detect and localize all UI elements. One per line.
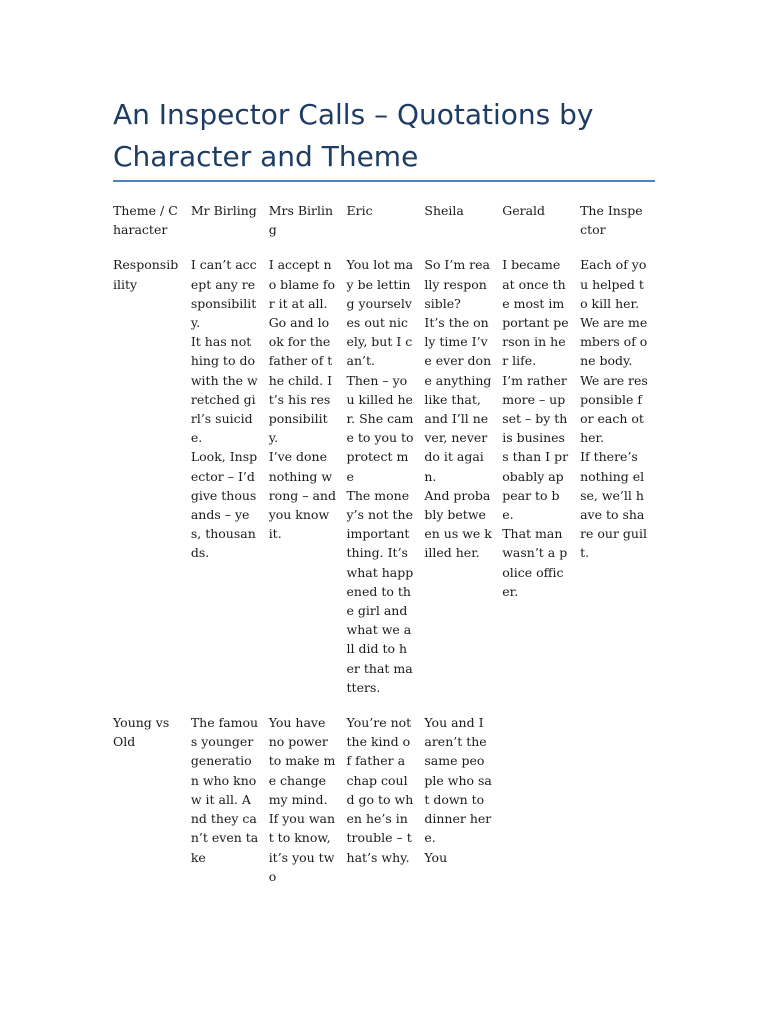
quote-cell bbox=[264, 709, 342, 898]
table-row bbox=[108, 251, 653, 709]
quote-text: You’re not the kind of father a chap could go to when he’s in trouble – that’s why. bbox=[346, 715, 414, 865]
quote-text: If you want to know, it’s you two bbox=[268, 811, 336, 884]
quote-text: Then – you killed her. She came to you to protect me bbox=[346, 372, 414, 484]
quote-text: That man wasn’t a police officer. bbox=[502, 526, 568, 599]
quote-text: It has nothing to do with the wretched girl’s suicide. bbox=[190, 334, 258, 446]
quote-text: It’s the only time I’ve ever done anything like that, and I’ll never, never do it again. bbox=[424, 315, 492, 484]
quote-text: Go and look for the father of the child. It’s his responsibility. bbox=[268, 315, 333, 446]
document-title: An Inspector Calls – Quotations by Character and Theme bbox=[113, 98, 594, 173]
table-header-row bbox=[108, 197, 653, 251]
quotations-table bbox=[108, 197, 653, 898]
quote-text: I’m rather more – upset – by this business than I probably appear to be. bbox=[502, 372, 569, 523]
header-mrs-birling: Mrs Birling bbox=[268, 203, 334, 238]
quote-text: We are members of one body. We are responsible for each other. bbox=[580, 315, 648, 446]
quote-text: I accept no blame for it at all. bbox=[268, 257, 336, 311]
quote-text: You have no power to make me change my mind. bbox=[268, 715, 336, 807]
quote-cell bbox=[264, 251, 342, 709]
quote-text: I can’t accept any responsibility. bbox=[190, 257, 257, 331]
quote-cell bbox=[497, 709, 575, 898]
quote-cell bbox=[419, 709, 497, 898]
quote-text: I became at once the most important person in her life. bbox=[502, 257, 569, 369]
quote-text: You lot may be letting yourselves out nicely, but I can’t. bbox=[346, 257, 414, 369]
theme-cell: Young vs Old bbox=[113, 715, 170, 750]
quote-text: So I’m really responsible? bbox=[424, 257, 490, 311]
header-the-inspector: The Inspector bbox=[580, 203, 643, 238]
quote-text: I’ve done nothing wrong – and you know it. bbox=[268, 449, 336, 542]
quote-cell bbox=[419, 251, 497, 709]
header-eric: Eric bbox=[346, 203, 373, 218]
quote-text: If there’s nothing else, we’ll have to share our guilt. bbox=[580, 449, 647, 561]
quote-cell bbox=[186, 251, 264, 709]
quote-text: You and I aren’t the same people who sat down to dinner here. bbox=[424, 715, 492, 846]
title-underline bbox=[113, 180, 655, 182]
header-theme-character: Theme / Character bbox=[113, 203, 178, 238]
quote-cell bbox=[342, 709, 420, 898]
quote-text: You bbox=[424, 849, 448, 865]
quote-cell bbox=[497, 251, 575, 709]
quote-text: And probably between us we killed her. bbox=[424, 487, 492, 561]
quote-text: The famous younger generation who know it all. And they can’t even take bbox=[190, 715, 259, 865]
quote-cell bbox=[575, 709, 653, 898]
quote-text: The money’s not the important thing. It’s what happened to the girl and what we all did to her that matters. bbox=[346, 487, 414, 695]
header-gerald: Gerald bbox=[502, 203, 546, 218]
quote-text: Each of you helped to kill her. bbox=[580, 257, 647, 311]
quote-cell bbox=[575, 251, 653, 709]
header-mr-birling: Mr Birling bbox=[190, 203, 257, 218]
header-sheila: Sheila bbox=[424, 203, 464, 218]
theme-cell: Responsibility bbox=[113, 257, 179, 292]
quote-text: Look, Inspector – I’d give thousands – yes, thousands. bbox=[190, 449, 258, 561]
table-row bbox=[108, 709, 653, 898]
quote-cell bbox=[186, 709, 264, 898]
quote-cell bbox=[342, 251, 420, 709]
